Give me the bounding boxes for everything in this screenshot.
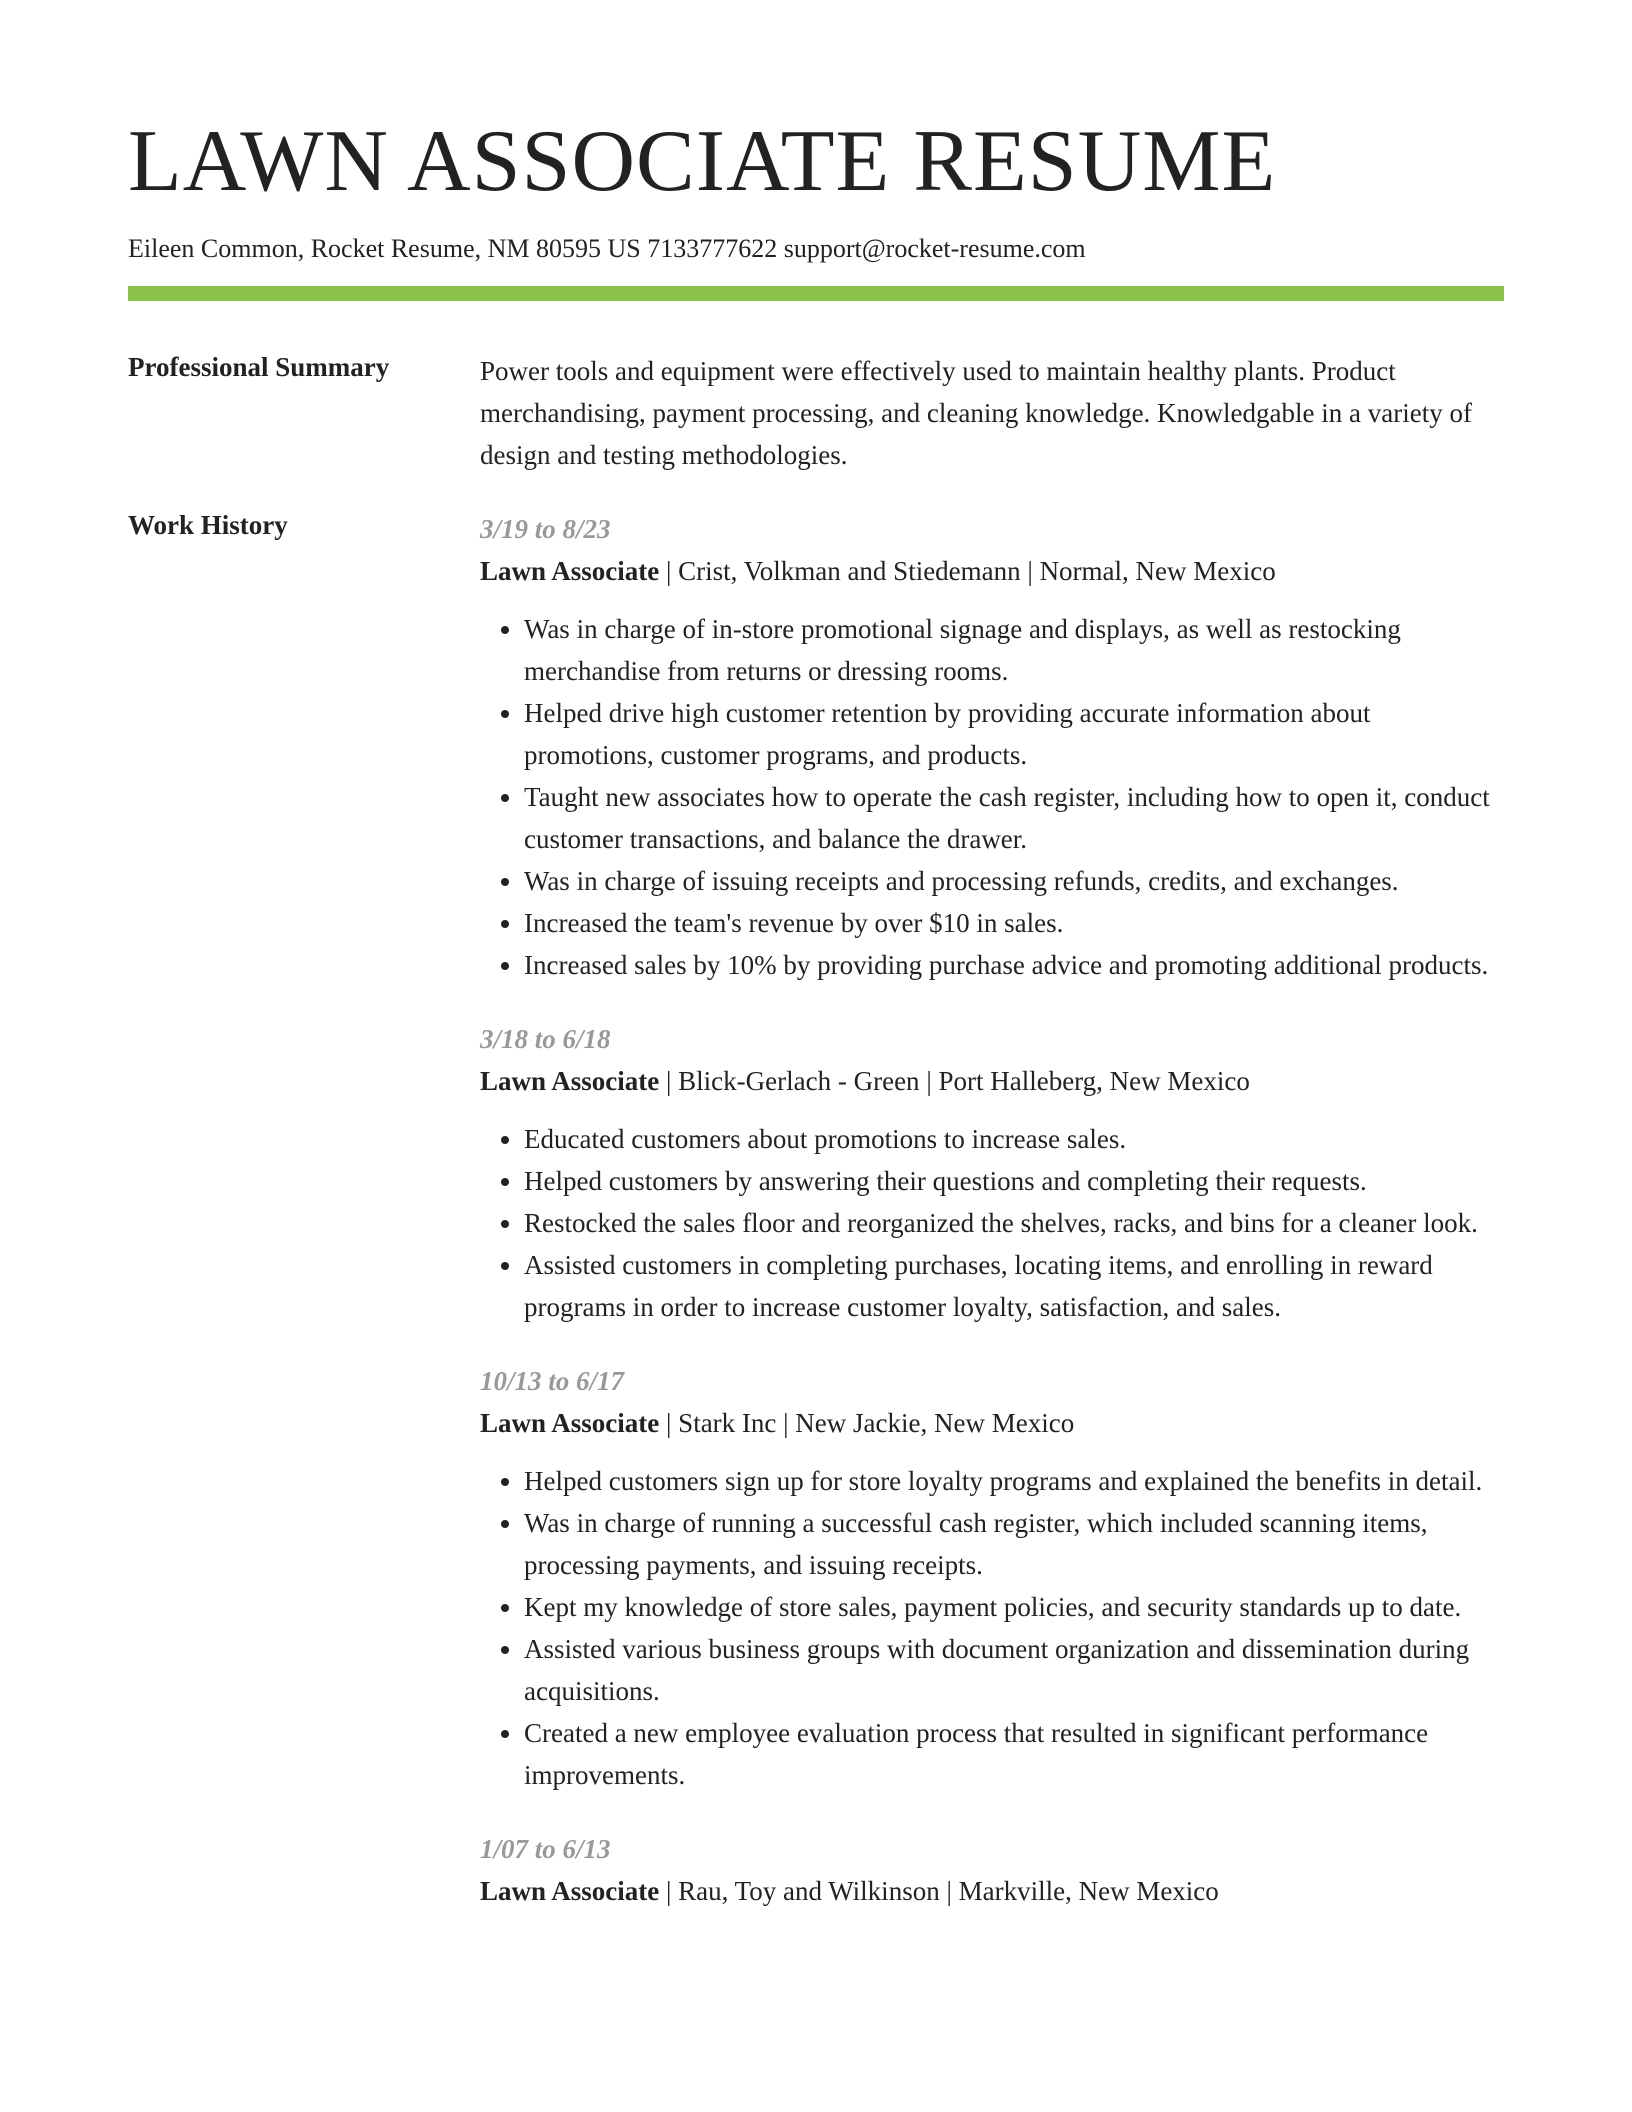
job-heading <box>480 1870 1504 1912</box>
job-location: Port Halleberg, New Mexico <box>938 1066 1250 1096</box>
job-entry <box>480 508 1504 986</box>
separator: | <box>776 1408 796 1438</box>
separator: | <box>659 1408 679 1438</box>
job-location: Normal, New Mexico <box>1039 556 1276 586</box>
summary-label: Professional Summary <box>128 352 390 382</box>
job-location: Markville, New Mexico <box>958 1876 1219 1906</box>
list-item: • Increased the team's revenue by over $10 in sales. <box>524 902 1504 944</box>
job-entry <box>480 1828 1504 1912</box>
list-item: • Was in charge of issuing receipts and processing refunds, credits, and exchanges. <box>524 860 1504 902</box>
job-company: Blick-Gerlach - Green <box>678 1066 920 1096</box>
summary-section <box>480 350 1504 476</box>
job-company: Rau, Toy and Wilkinson <box>678 1876 940 1906</box>
job-title: Lawn Associate <box>480 1066 660 1096</box>
separator: | <box>1020 556 1040 586</box>
job-title: Lawn Associate <box>480 556 660 586</box>
resume-title: LAWN ASSOCIATE RESUME <box>128 113 1277 210</box>
job-title: Lawn Associate <box>480 1408 660 1438</box>
summary-text: Power tools and equipment were effectively used to maintain healthy plants. Product merchandising, payment processing, and cleaning knowledge. Knowledgable in a variety of design and testing methodologies. <box>480 356 1472 470</box>
job-company: Crist, Volkman and Stiedemann <box>678 556 1021 586</box>
list-item: • Taught new associates how to operate the cash register, including how to open it, conduct customer transactions, and balance the drawer. <box>524 776 1504 860</box>
separator: | <box>919 1066 939 1096</box>
list-item: • Was in charge of running a successful cash register, which included scanning items, processing payments, and issuing receipts. <box>524 1502 1504 1586</box>
job-location: New Jackie, New Mexico <box>795 1408 1075 1438</box>
list-item: • Was in charge of in-store promotional signage and displays, as well as restocking merchandise from returns or dressing rooms. <box>524 608 1504 692</box>
separator: | <box>659 1066 679 1096</box>
list-item: • Helped drive high customer retention by providing accurate information about promotions, customer programs, and products. <box>524 692 1504 776</box>
list-item: • Created a new employee evaluation process that resulted in significant performance improvements. <box>524 1712 1504 1796</box>
job-bullets <box>480 608 1504 986</box>
job-heading <box>480 550 1504 592</box>
separator: | <box>659 556 679 586</box>
list-item: • Helped customers by answering their questions and completing their requests. <box>524 1160 1504 1202</box>
list-item: • Restocked the sales floor and reorganized the shelves, racks, and bins for a cleaner look. <box>524 1202 1504 1244</box>
job-dates: 10/13 to 6/17 <box>480 1366 625 1396</box>
list-item: • Assisted customers in completing purchases, locating items, and enrolling in reward programs in order to increase customer loyalty, satisfaction, and sales. <box>524 1244 1504 1328</box>
separator: | <box>659 1876 679 1906</box>
header-divider <box>128 286 1504 301</box>
job-company: Stark Inc <box>678 1408 777 1438</box>
list-item: • Increased sales by 10% by providing purchase advice and promoting additional products. <box>524 944 1504 986</box>
separator: | <box>939 1876 959 1906</box>
work-history-label: Work History <box>128 510 288 540</box>
job-bullets <box>480 1118 1504 1328</box>
job-dates: 1/07 to 6/13 <box>480 1834 611 1864</box>
list-item: • Helped customers sign up for store loyalty programs and explained the benefits in detail. <box>524 1460 1504 1502</box>
job-title: Lawn Associate <box>480 1876 660 1906</box>
contact-line: Eileen Common, Rocket Resume, NM 80595 US 7133777622 support@rocket-resume.com <box>128 234 1086 263</box>
job-heading <box>480 1060 1504 1102</box>
job-dates: 3/19 to 8/23 <box>480 514 611 544</box>
list-item: • Kept my knowledge of store sales, payment policies, and security standards up to date. <box>524 1586 1504 1628</box>
job-heading <box>480 1402 1504 1444</box>
list-item: • Educated customers about promotions to increase sales. <box>524 1118 1504 1160</box>
job-bullets <box>480 1460 1504 1796</box>
list-item: • Assisted various business groups with document organization and dissemination during acquisitions. <box>524 1628 1504 1712</box>
job-dates: 3/18 to 6/18 <box>480 1024 611 1054</box>
job-entry <box>480 1360 1504 1796</box>
work-history-section <box>480 508 1504 1944</box>
job-entry <box>480 1018 1504 1328</box>
